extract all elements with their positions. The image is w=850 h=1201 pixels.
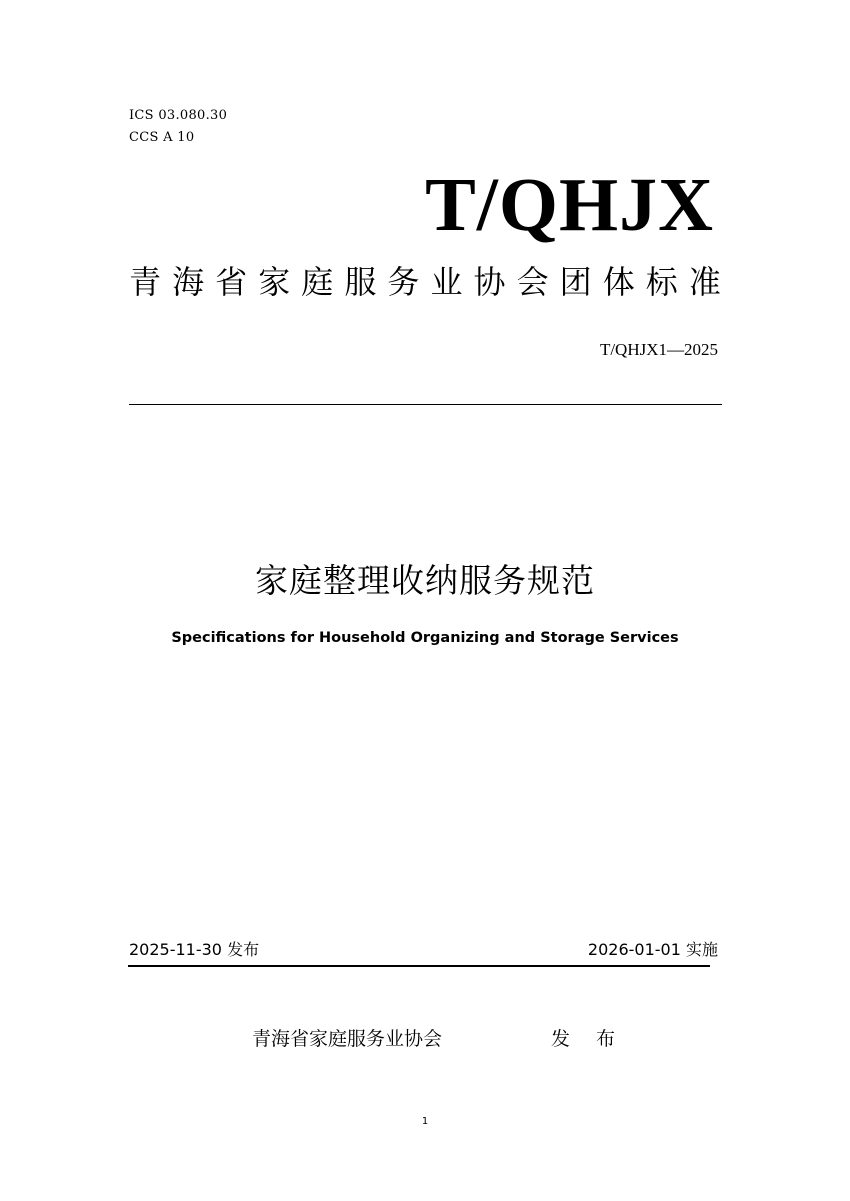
publish-date: 2025-11-30 发布 [129,940,260,959]
top-divider [129,404,722,405]
org-title-char: 海 [172,263,205,301]
org-title-char: 服 [344,263,377,301]
org-title-char: 业 [430,263,463,301]
standard-number: T/QHJX1—2025 [599,340,718,359]
publisher-name: 青海省家庭服务业协会 [252,1028,443,1050]
org-title-char: 务 [387,263,420,301]
org-title-char: 庭 [301,263,334,301]
org-title-char: 体 [602,263,635,301]
org-title-char: 协 [473,263,506,301]
bottom-divider [128,965,710,967]
document-title-chinese: 家庭整理收纳服务规范 [255,561,595,600]
document-title-english: Specifications for Household Organizing and Storage Services [171,630,679,646]
org-title-char: 会 [516,263,549,301]
effective-date: 2026-01-01 实施 [587,940,718,959]
org-title-char: 家 [258,263,291,301]
ics-code: ICS 03.080.30 [129,108,228,123]
org-title-char: 青 [129,263,162,301]
org-title-char: 团 [559,263,592,301]
org-title-char: 省 [215,263,248,301]
org-title-char: 标 [645,263,678,301]
standard-code-logo: T/QHJX [425,163,714,247]
org-title-char: 准 [688,263,721,301]
publish-label: 发 布 [551,1028,626,1050]
page-number: 1 [421,1116,429,1127]
classification-codes [129,105,227,149]
organization-standard-title [129,258,721,306]
date-row [129,938,718,962]
ccs-code: CCS A 10 [129,130,195,145]
